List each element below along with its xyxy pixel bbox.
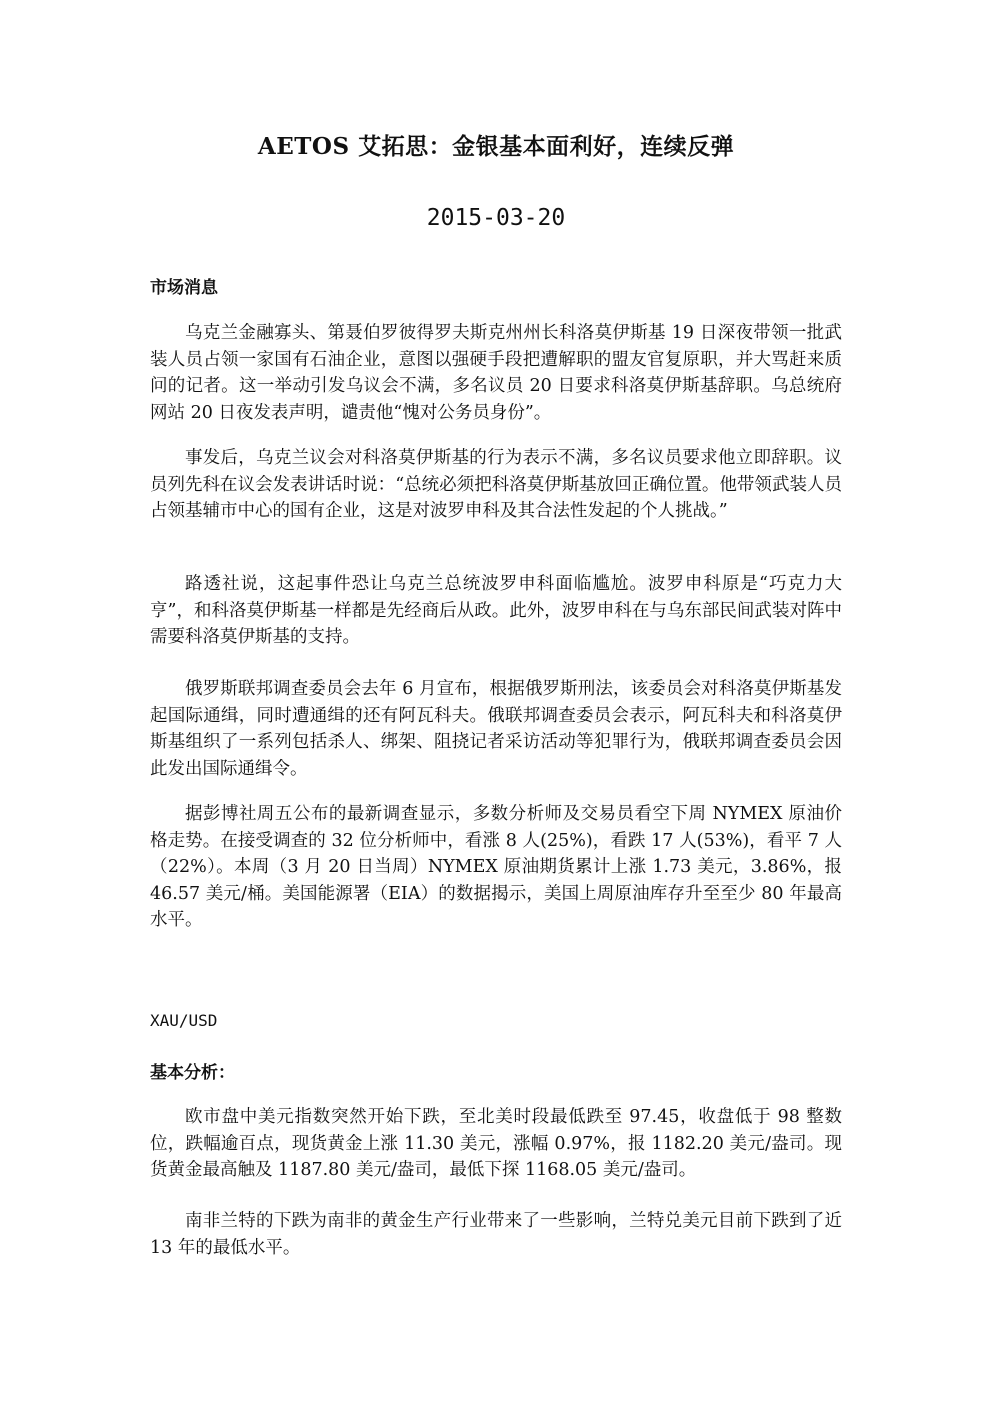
document-title: AETOS 艾拓思：金银基本面利好，连续反弹 [257, 133, 735, 160]
paragraph: 俄罗斯联邦调查委员会去年 6 月宣布，根据俄罗斯刑法，该委员会对科洛莫伊斯基发起国际通缉，同时遭通缉的还有阿瓦科夫。俄联邦调查委员会表示，阿瓦科夫和科洛莫伊斯基组织了一系列包括杀人、绑架、阻挠记者采访活动等犯罪行为，俄联邦调查委员会因此发出国际通缉令。 [150, 679, 842, 779]
document-date: 2015-03-20 [426, 205, 566, 231]
paragraph: 据彭博社周五公布的最新调查显示，多数分析师及交易员看空下周 NYMEX 原油价格走势。在接受调查的 32 位分析师中，看涨 8 人(25%)，看跌 17 人(53%)，看平 7 人（22%）。本周（3 月 20 日当周）NYMEX 原油期货累计上涨 1.73 美元，3.86%，报 46.57 美元/桶。美国能源署（EIA）的数据揭示，美国上周原油库存升至至少 80 年最高水平。 [150, 804, 842, 931]
section-heading-market-news: 市场消息 [150, 278, 218, 298]
section-heading-fundamental-analysis: 基本分析： [150, 1063, 235, 1083]
paragraph: 路透社说，这起事件恐让乌克兰总统波罗申科面临尴尬。波罗申科原是“巧克力大亨”，和科洛莫伊斯基一样都是先经商后从政。此外，波罗申科在与乌东部民间武装对阵中需要科洛莫伊斯基的支持。 [150, 574, 842, 648]
paragraph: 事发后，乌克兰议会对科洛莫伊斯基的行为表示不满，多名议员要求他立即辞职。议员列先科在议会发表讲话时说：“总统必须把科洛莫伊斯基放回正确位置。他带领武装人员占领基辅市中心的国有企业，这是对波罗申科及其合法性发起的个人挑战。” [150, 448, 842, 522]
paragraph: 乌克兰金融寡头、第聂伯罗彼得罗夫斯克州州长科洛莫伊斯基 19 日深夜带领一批武装人员占领一家国有石油企业，意图以强硬手段把遭解职的盟友官复原职，并大骂赶来质问的记者。这一举动引发乌议会不满，多名议员 20 日要求科洛莫伊斯基辞职。乌总统府网站 20 日夜发表声明，谴责他“愧对公务员身份”。 [150, 323, 842, 423]
paragraph: 欧市盘中美元指数突然开始下跌，至北美时段最低跌至 97.45，收盘低于 98 整数位，跌幅逾百点，现货黄金上涨 11.30 美元，涨幅 0.97%，报 1182.20 美元/盎司。现货黄金最高触及 1187.80 美元/盎司，最低下探 1168.05 美元/盎司。 [150, 1107, 842, 1181]
paragraph: 南非兰特的下跌为南非的黄金生产行业带来了一些影响，兰特兑美元目前下跌到了近 13 年的最低水平。 [150, 1211, 842, 1258]
section-symbol-xau-usd: XAU/USD [150, 1011, 218, 1030]
